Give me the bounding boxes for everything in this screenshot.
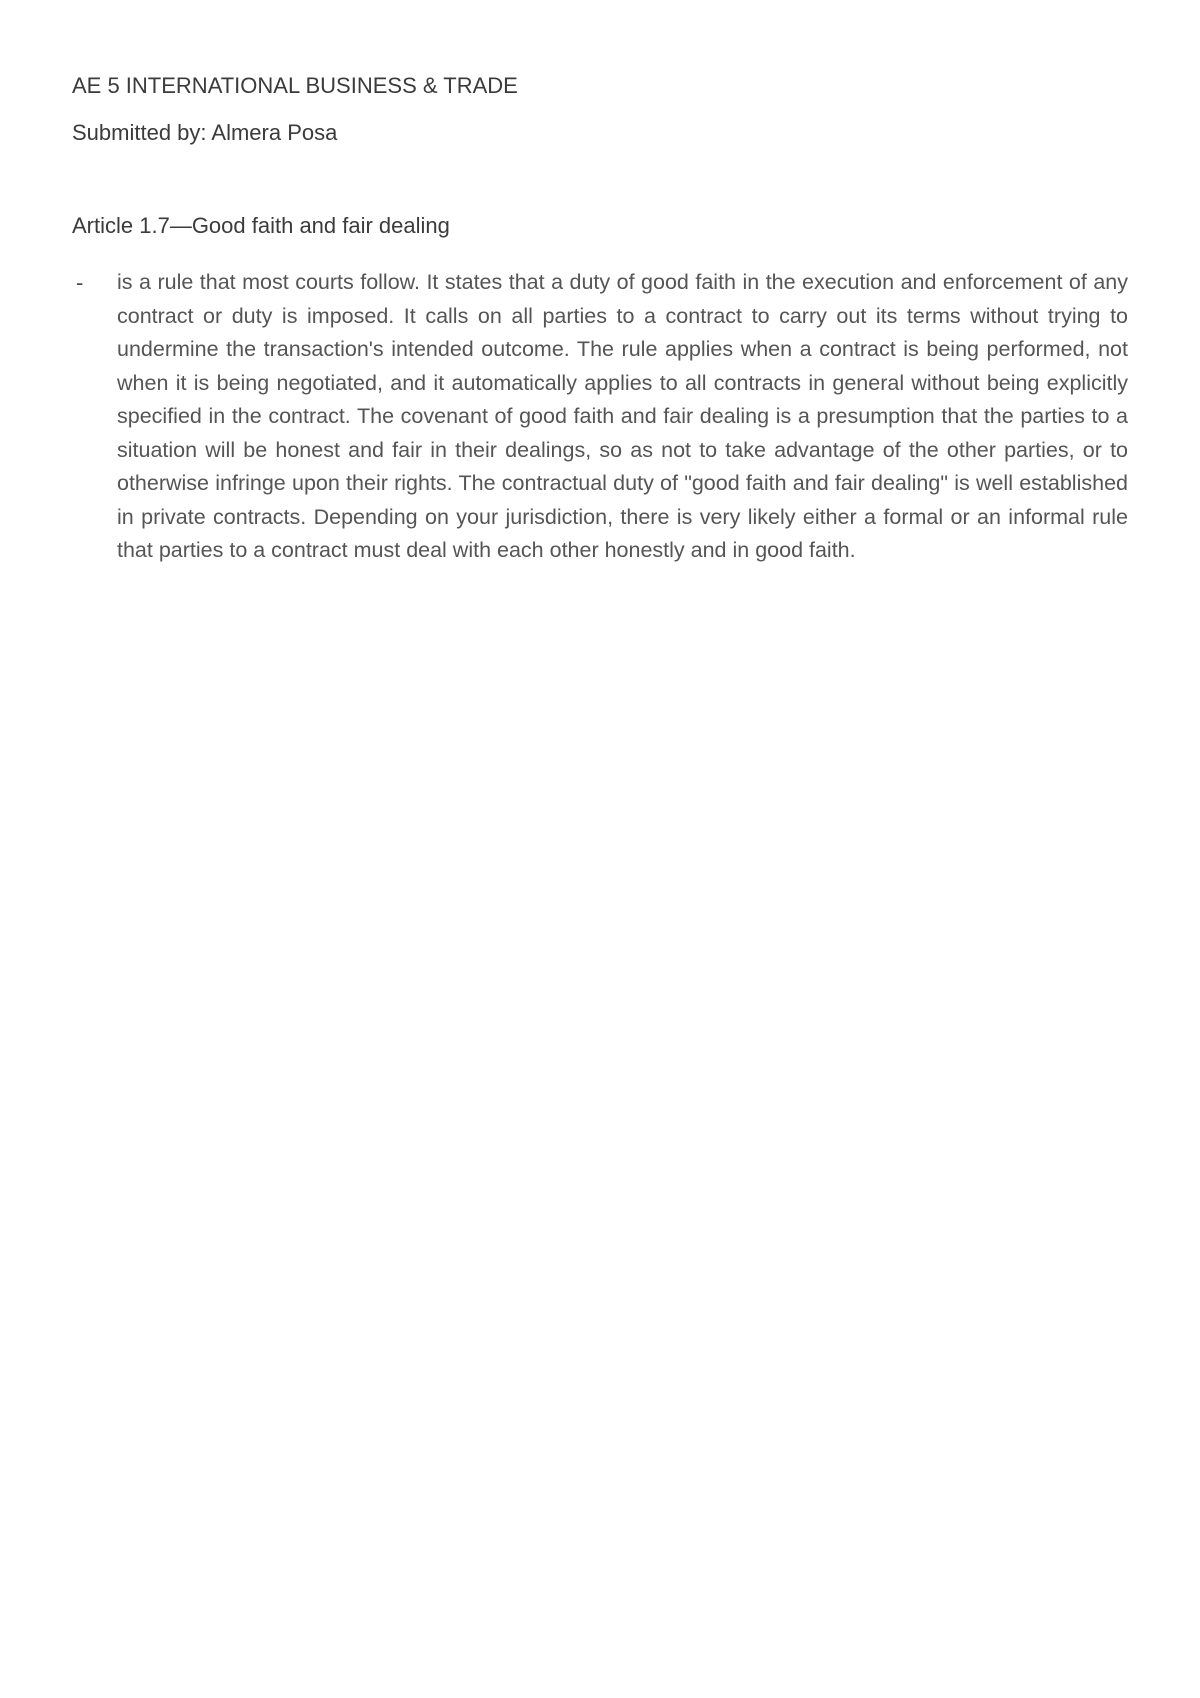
course-title: AE 5 INTERNATIONAL BUSINESS & TRADE: [72, 73, 518, 98]
article-body-paragraph: is a rule that most courts follow. It states that a duty of good faith in the execution and enforcement of any contract or duty is imposed. It calls on all parties to a contract to carry out its terms without trying to undermine the transaction's intended outcome. The rule applies when a contract is being performed, not when it is being negotiated, and it automatically applies to all contracts in general without being explicitly specified in the contract. The covenant of good faith and fair dealing is a presumption that the parties to a situation will be honest and fair in their dealings, so as not to take advantage of the other parties, or to otherwise infringe upon their rights. The contractual duty of "good faith and fair dealing" is well established in private contracts. Depending on your jurisdiction, there is very likely either a formal or an informal rule that parties to a contract must deal with each other honestly and in good faith.: [117, 270, 1128, 562]
list-bullet-marker: -: [76, 270, 84, 295]
submitted-by-line: Submitted by: Almera Posa: [72, 120, 338, 145]
article-heading: Article 1.7—Good faith and fair dealing: [72, 213, 450, 238]
